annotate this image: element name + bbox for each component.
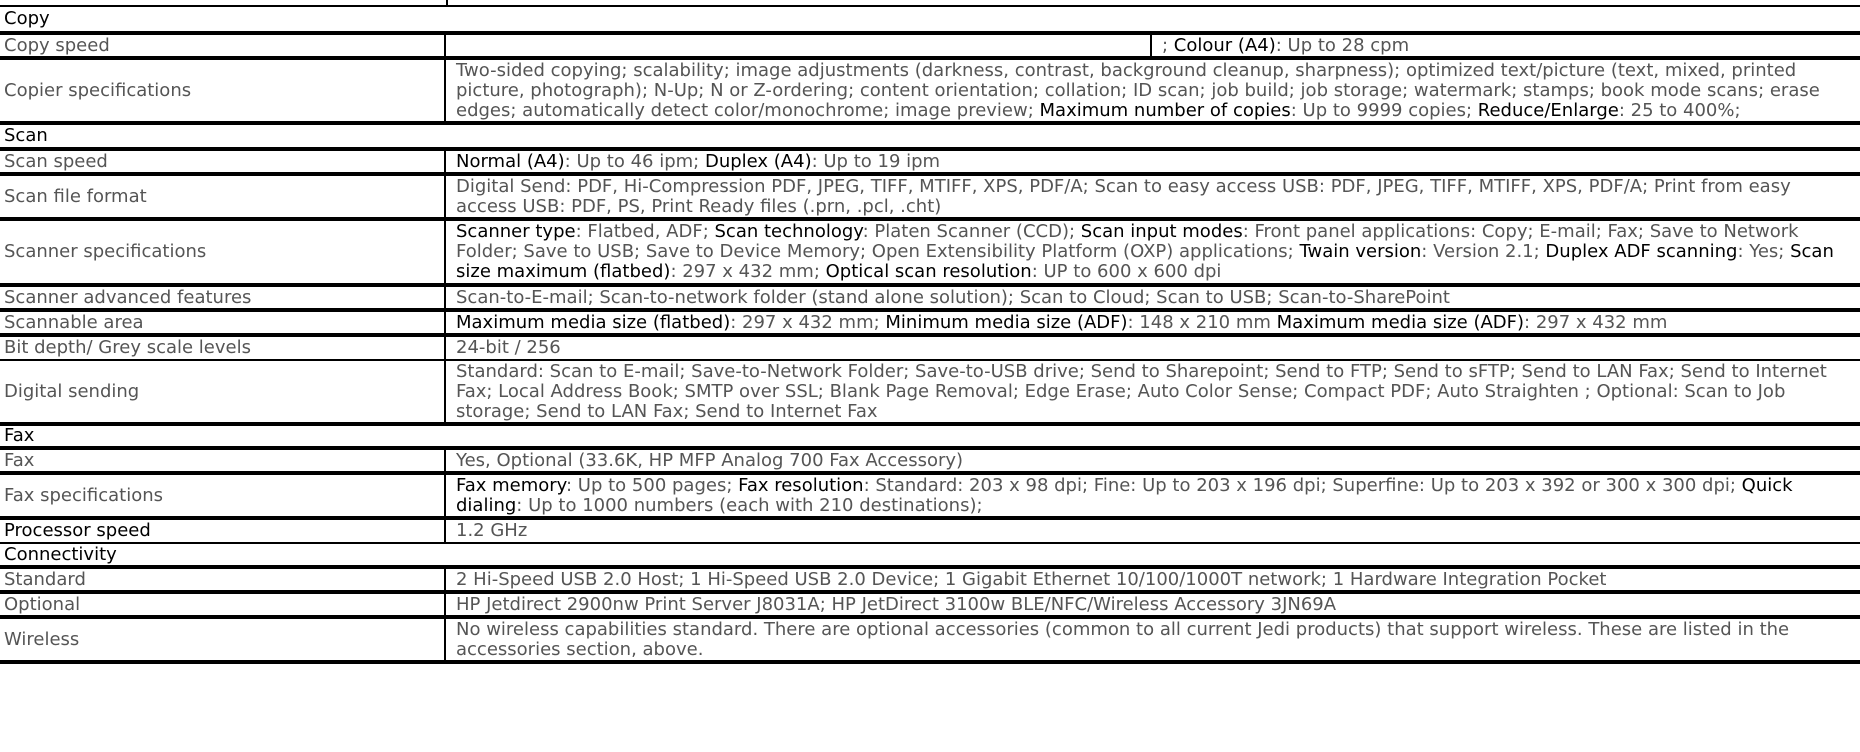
- row-label: Standard: [0, 569, 446, 590]
- row-label: Optional: [0, 594, 446, 615]
- row-scanner-specifications: [0, 221, 1860, 287]
- row-value: No wireless capabilities standard. There are optional accessories (common to all current Jedi products) that support wireless. These are listed in the accessories section, above.: [456, 618, 1790, 660]
- row-scan-speed: [0, 151, 1860, 176]
- row-label: Wireless: [0, 619, 446, 660]
- row-value: Fax memory: Up to 500 pages; Fax resolution: Standard: 203 x 98 dpi; Fine: Up to 203 x 196 dpi; Superfine: Up to 203 x 392 or 300 x 300 dpi; Quick dialing: Up to 1000 numbers (each with 210 destinations);: [456, 474, 1793, 516]
- row-label: Digital sending: [0, 361, 446, 422]
- row-digital-sending: [0, 361, 1860, 426]
- row-scanner-advanced-features: [0, 287, 1860, 312]
- row-label: Fax: [0, 450, 446, 471]
- section-title: Scan: [4, 125, 48, 146]
- top-border: [0, 0, 1860, 7]
- row-connectivity-standard: [0, 569, 1860, 594]
- row-value: Digital Send: PDF, Hi-Compression PDF, JPEG, TIFF, MTIFF, XPS, PDF/A; Scan to easy access USB: PDF, JPEG, TIFF, MTIFF, XPS, PDF/A; Print from easy access USB: PDF, PS, Print Ready files (.prn, .pcl, .cht): [456, 175, 1791, 217]
- row-label: Fax specifications: [0, 475, 446, 516]
- row-value: Normal (A4): Up to 46 ipm; Duplex (A4): Up to 19 ipm: [456, 150, 941, 172]
- row-value: 1.2 GHz: [456, 520, 528, 541]
- row-label: Scanner specifications: [0, 221, 446, 283]
- section-title: Fax: [4, 425, 35, 446]
- row-value: ; Colour (A4): Up to 28 cpm: [1162, 35, 1410, 56]
- row-value: HP Jetdirect 2900nw Print Server J8031A; HP JetDirect 3100w BLE/NFC/Wireless Accessory 3JN69A: [456, 593, 1337, 615]
- row-copy-speed: [0, 35, 1860, 60]
- row-scannable-area: [0, 312, 1860, 337]
- row-label: Scan file format: [0, 176, 446, 217]
- row-connectivity-wireless: [0, 619, 1860, 664]
- row-value: Standard: Scan to E-mail; Save-to-Network Folder; Save-to-USB drive; Send to Sharepoint; Send to FTP; Send to sFTP; Send to LAN Fax; Send to Internet Fax; Local Address Book; SMTP over SSL; Blank Page Removal; Edge Erase; Auto Color Sense; Compact PDF; Auto Straighten ; Optional: Scan to Job storage; Send to LAN Fax; Send to Internet Fax: [456, 360, 1827, 422]
- row-bit-depth: [0, 337, 1860, 361]
- row-value: 24-bit / 256: [456, 337, 561, 358]
- row-label: Bit depth/ Grey scale levels: [0, 337, 446, 359]
- row-fax-specifications: [0, 475, 1860, 520]
- section-title: Copy: [4, 8, 50, 29]
- row-label: Copier specifications: [0, 60, 446, 121]
- section-copy: [0, 7, 1860, 35]
- row-label: Copy speed: [0, 35, 446, 56]
- row-value: 2 Hi-Speed USB 2.0 Host; 1 Hi-Speed USB 2.0 Device; 1 Gigabit Ethernet 10/100/1000T network; 1 Hardware Integration Pocket: [456, 568, 1607, 590]
- row-value: Maximum media size (flatbed): 297 x 432 mm; Minimum media size (ADF): 148 x 210 mm Maximum media size (ADF): 297 x 432 mm: [456, 311, 1668, 333]
- row-value: Scan-to-E-mail; Scan-to-network folder (stand alone solution); Scan to Cloud; Scan to USB; Scan-to-SharePoint: [456, 286, 1450, 308]
- empty-cell: [446, 35, 1152, 56]
- row-label: Scannable area: [0, 312, 446, 333]
- section-connectivity: [0, 544, 1860, 569]
- row-value: Scanner type: Flatbed, ADF; Scan technology: Platen Scanner (CCD); Scan input modes: Front panel applications: Copy; E-mail; Fax; Save to Network Folder; Save to USB; Save to Device Memory; Open Extensibility Platform (OXP) applications; Twain version: Version 2.1; Duplex ADF scanning: Yes; Scan size maximum (flatbed): 297 x 432 mm; Optical scan resolution: UP to 600 x 600 dpi: [456, 221, 1834, 282]
- row-scan-file-format: [0, 176, 1860, 221]
- row-label: Scan speed: [0, 151, 446, 172]
- row-fax: [0, 450, 1860, 475]
- section-title: Connectivity: [4, 543, 117, 565]
- row-value: Yes, Optional (33.6K, HP MFP Analog 700 Fax Accessory): [456, 449, 964, 471]
- row-connectivity-optional: [0, 594, 1860, 619]
- section-scan: [0, 125, 1860, 151]
- row-value: Two-sided copying; scalability; image adjustments (darkness, contrast, background cleanup, sharpness); optimized text/picture (text, mixed, printed picture, photograph); N-Up; N or Z-ordering; content orientation; collation; ID scan; job build; job storage; watermark; stamps; book mode scans; erase edges; automatically detect color/monochrome; image preview; Maximum number of copies: Up to 9999 copies; Reduce/Enlarge: 25 to 400%;: [456, 59, 1820, 121]
- row-processor-speed: [0, 520, 1860, 544]
- row-label: Processor speed: [0, 520, 446, 542]
- row-label: Scanner advanced features: [0, 287, 446, 308]
- row-copier-specifications: [0, 60, 1860, 125]
- section-fax: [0, 426, 1860, 450]
